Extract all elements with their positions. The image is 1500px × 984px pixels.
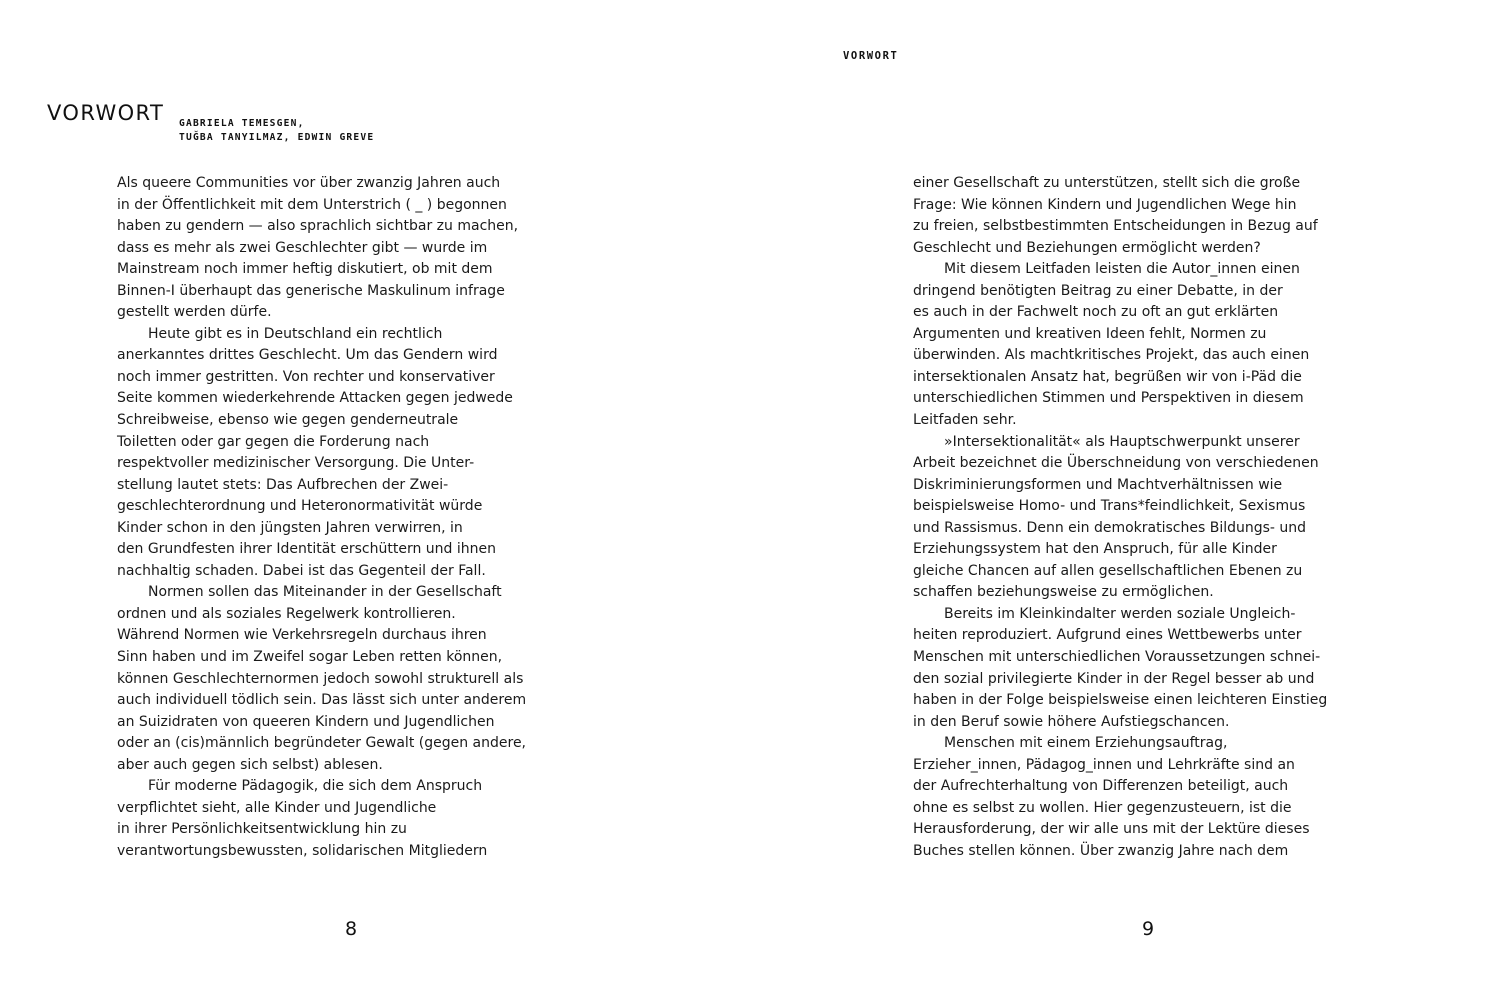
text-line: stellung lautet stets: Das Aufbrechen der Zwei-: [117, 476, 449, 493]
text-line: Herausforderung, der wir alle uns mit der Lektüre dieses: [913, 821, 1310, 838]
page-number-right: 9: [1142, 918, 1155, 940]
text-line: Geschlecht und Beziehungen ermöglicht werden?: [913, 239, 1261, 256]
text-line: noch immer gestritten. Von rechter und konservativer: [117, 368, 495, 385]
text-line: überwinden. Als machtkritisches Projekt, das auch einen: [913, 347, 1310, 364]
text-line: Argumenten und kreativen Ideen fehlt, Normen zu: [913, 325, 1267, 342]
text-line: haben zu gendern — also sprachlich sichtbar zu machen,: [117, 218, 519, 235]
text-line: Frage: Wie können Kindern und Jugendlichen Wege hin: [913, 196, 1297, 213]
text-line: Menschen mit unterschiedlichen Voraussetzungen schnei-: [913, 649, 1321, 666]
text-line: gleiche Chancen auf allen gesellschaftlichen Ebenen zu: [913, 562, 1303, 579]
text-line: Erziehungssystem hat den Anspruch, für alle Kinder: [913, 541, 1277, 558]
text-line: Mit diesem Leitfaden leisten die Autor_innen einen: [944, 261, 1300, 278]
text-line: gestellt werden dürfe.: [117, 304, 272, 321]
text-line: Binnen-I überhaupt das generische Maskulinum infrage: [117, 282, 505, 299]
text-line: Mainstream noch immer heftig diskutiert, ob mit dem: [117, 261, 493, 278]
text-line: verpflichtet sieht, alle Kinder und Jugendliche: [117, 799, 437, 816]
text-line: auch individuell tödlich sein. Das lässt sich unter anderem: [117, 692, 527, 709]
text-line: Bereits im Kleinkindalter werden soziale Ungleich-: [944, 605, 1296, 622]
text-line: einer Gesellschaft zu unterstützen, stellt sich die große: [913, 175, 1301, 191]
chapter-title: VORWORT: [47, 101, 165, 125]
text-line: nachhaltig schaden. Dabei ist das Gegenteil der Fall.: [117, 562, 486, 579]
text-line: Für moderne Pädagogik, die sich dem Anspruch: [148, 778, 483, 795]
text-line: geschlechterordnung und Heteronormativität würde: [117, 498, 483, 515]
text-line: an Suizidraten von queeren Kindern und Jugendlichen: [117, 713, 495, 730]
text-line: zu freien, selbstbestimmten Entscheidungen in Bezug auf: [913, 218, 1318, 235]
text-line: es auch in der Fachwelt noch zu oft an gut erklärten: [913, 304, 1279, 321]
text-line: aber auch gegen sich selbst) ablesen.: [117, 756, 383, 773]
authors-line-1: GABRIELA TEMESGEN,: [179, 118, 305, 129]
text-line: heiten reproduziert. Aufgrund eines Wettbewerbs unter: [913, 627, 1302, 644]
text-line: Seite kommen wiederkehrende Attacken gegen jedwede: [117, 390, 513, 407]
text-line: oder an (cis)männlich begründeter Gewalt (gegen andere,: [117, 735, 527, 752]
text-line: verantwortungsbewussten, solidarischen Mitgliedern: [117, 842, 488, 859]
text-line: den Grundfesten ihrer Identität erschüttern und ihnen: [117, 541, 496, 558]
text-line: »Intersektionalität« als Hauptschwerpunkt unserer: [944, 433, 1300, 450]
text-line: respektvoller medizinischer Versorgung. Die Unter-: [117, 455, 475, 472]
text-line: Kinder schon in den jüngsten Jahren verwirren, in: [117, 519, 463, 536]
chapter-authors: [179, 117, 374, 145]
page-number-left: 8: [345, 918, 358, 940]
text-line: Buches stellen können. Über zwanzig Jahre nach dem: [913, 842, 1289, 859]
authors-line-2: TUĞBA TANYILMAZ, EDWIN GREVE: [179, 132, 375, 143]
text-line: dringend benötigten Beitrag zu einer Debatte, in der: [913, 282, 1283, 299]
text-line: Heute gibt es in Deutschland ein rechtlich: [148, 325, 443, 342]
text-line: Leitfaden sehr.: [913, 412, 1017, 429]
text-line: Menschen mit einem Erziehungsauftrag,: [944, 735, 1228, 752]
text-line: Diskriminierungsformen und Machtverhältnissen wie: [913, 476, 1283, 493]
text-line: Während Normen wie Verkehrsregeln durchaus ihren: [117, 627, 487, 644]
text-line: intersektionalen Ansatz hat, begrüßen wir von i-Päd die: [913, 368, 1302, 385]
text-line: schaffen beziehungsweise zu ermöglichen.: [913, 584, 1214, 601]
left-body-text: [117, 173, 526, 863]
text-line: und Rassismus. Denn ein demokratisches Bildungs- und: [913, 519, 1307, 536]
text-line: ohne es selbst zu wollen. Hier gegenzusteuern, ist die: [913, 799, 1292, 816]
text-line: anerkanntes drittes Geschlecht. Um das Gendern wird: [117, 347, 498, 364]
text-line: können Geschlechternormen jedoch sowohl strukturell als: [117, 670, 524, 687]
text-line: dass es mehr als zwei Geschlechter gibt — wurde im: [117, 239, 488, 256]
right-body-text: [913, 173, 1327, 863]
text-line: Toiletten oder gar gegen die Forderung nach: [117, 433, 430, 450]
text-line: unterschiedlichen Stimmen und Perspektiven in diesem: [913, 390, 1304, 407]
text-line: Normen sollen das Miteinander in der Gesellschaft: [148, 584, 502, 601]
running-head: VORWORT: [843, 50, 899, 62]
text-line: in den Beruf sowie höhere Aufstiegschancen.: [913, 713, 1230, 730]
text-line: in ihrer Persönlichkeitsentwicklung hin zu: [117, 821, 407, 838]
text-line: Sinn haben und im Zweifel sogar Leben retten können,: [117, 649, 503, 666]
text-line: Als queere Communities vor über zwanzig Jahren auch: [117, 175, 501, 191]
text-line: Erzieher_innen, Pädagog_innen und Lehrkräfte sind an: [913, 756, 1295, 773]
text-line: Schreibweise, ebenso wie gegen genderneutrale: [117, 412, 459, 429]
text-line: haben in der Folge beispielsweise einen leichteren Einstieg: [913, 692, 1328, 709]
text-line: ordnen und als soziales Regelwerk kontrollieren.: [117, 605, 456, 622]
text-line: beispielsweise Homo- und Trans*feindlichkeit, Sexismus: [913, 498, 1306, 515]
right-page: [750, 0, 1500, 984]
text-line: den sozial privilegierte Kinder in der Regel besser ab und: [913, 670, 1315, 687]
text-line: der Aufrechterhaltung von Differenzen beteiligt, auch: [913, 778, 1289, 795]
text-line: Arbeit bezeichnet die Überschneidung von verschiedenen: [913, 455, 1319, 472]
text-line: in der Öffentlichkeit mit dem Unterstrich ( _ ) begonnen: [117, 196, 507, 213]
